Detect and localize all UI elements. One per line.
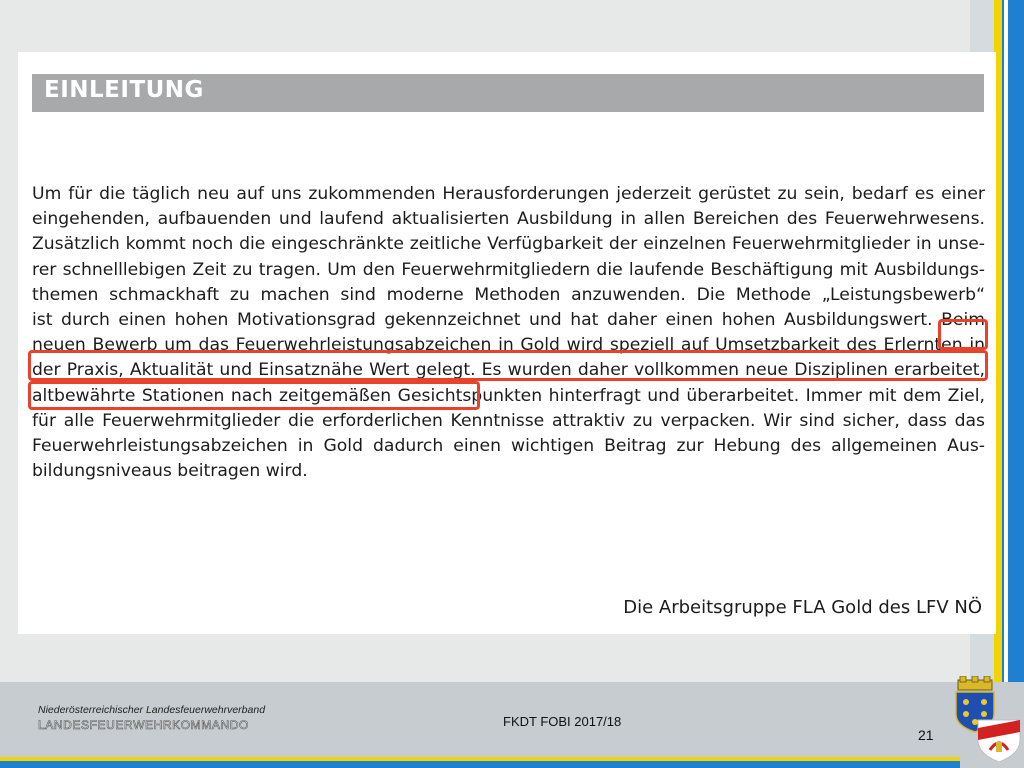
noe-crest-icon bbox=[950, 676, 1022, 762]
body-line: neuen Bewerb um das Feuerwehrleistungsabzeichen in Gold wird speziell auf Umsetzbarkeit des Erlernten in bbox=[32, 335, 985, 356]
body-line: für alle Feuerwehrmitglieder die erforderlichen Kenntnisse attraktiv zu verpacken. Wir sind sicher, dass das bbox=[32, 410, 985, 431]
crown-icon bbox=[958, 676, 992, 690]
highlight-box bbox=[28, 381, 480, 410]
feuerwehr-emblem-icon bbox=[978, 720, 1020, 762]
course-label: FKDT FOBI 2017/18 bbox=[503, 714, 622, 729]
org-name: Niederösterreichischer Landesfeuerwehrverband bbox=[38, 704, 266, 716]
body-line: eingehenden, aufbauenden und laufend aktualisierten Ausbildung in allen Bereichen des Feuerwehrwesens. bbox=[32, 209, 985, 230]
body-line: Zusätzlich kommt noch die eingeschränkte zeitliche Verfügbarkeit der einzelnen Feuerwehrmitglieder in unse- bbox=[32, 234, 985, 255]
body-text bbox=[32, 182, 985, 484]
body-line: rer schnelllebigen Zeit zu tragen. Um den Feuerwehrmitgliedern die laufende Beschäftigung mit Ausbildungs- bbox=[32, 259, 985, 280]
body-line: Feuerwehrleistungsabzeichen in Gold dadurch einen wichtigen Beitrag zur Hebung des allgemeinen Aus- bbox=[32, 435, 985, 456]
page-number: 21 bbox=[918, 727, 934, 743]
body-line: Um für die täglich neu auf uns zukommenden Herausforderungen jederzeit gerüstet zu sein, bedarf es einer bbox=[32, 184, 985, 204]
signature: Die Arbeitsgruppe FLA Gold des LFV NÖ bbox=[623, 597, 982, 618]
section-heading-bar bbox=[32, 74, 984, 112]
body-line: bildungsniveaus beitragen wird. bbox=[32, 461, 308, 482]
highlight-box bbox=[28, 350, 988, 381]
decor-stripe-white bbox=[1004, 0, 1008, 768]
body-line: der Praxis, Aktualität und Einsatznähe Wert gelegt. Es wurden daher vollkommen neue Disziplinen erarbeitet, bbox=[32, 360, 985, 381]
section-heading: EINLEITUNG bbox=[44, 77, 204, 103]
body-line: ist durch einen hohen Motivationsgrad gekennzeichnet und hat daher einen hohen Ausbildungswert. Beim bbox=[32, 309, 985, 330]
footer-line-blue bbox=[0, 761, 960, 768]
highlight-box bbox=[938, 319, 988, 350]
body-line: altbewährte Stationen nach zeitgemäßen Gesichtspunkten hinterfragt und überarbeitet. Immer mit dem Ziel, bbox=[32, 385, 985, 406]
org-subtitle: LANDESFEUERWEHRKOMMANDO bbox=[38, 718, 249, 732]
body-line: themen schmackhaft zu machen sind moderne Methoden anzuwenden. Die Methode „Leistungsbewerb“ bbox=[32, 284, 985, 305]
document-excerpt bbox=[18, 52, 996, 634]
